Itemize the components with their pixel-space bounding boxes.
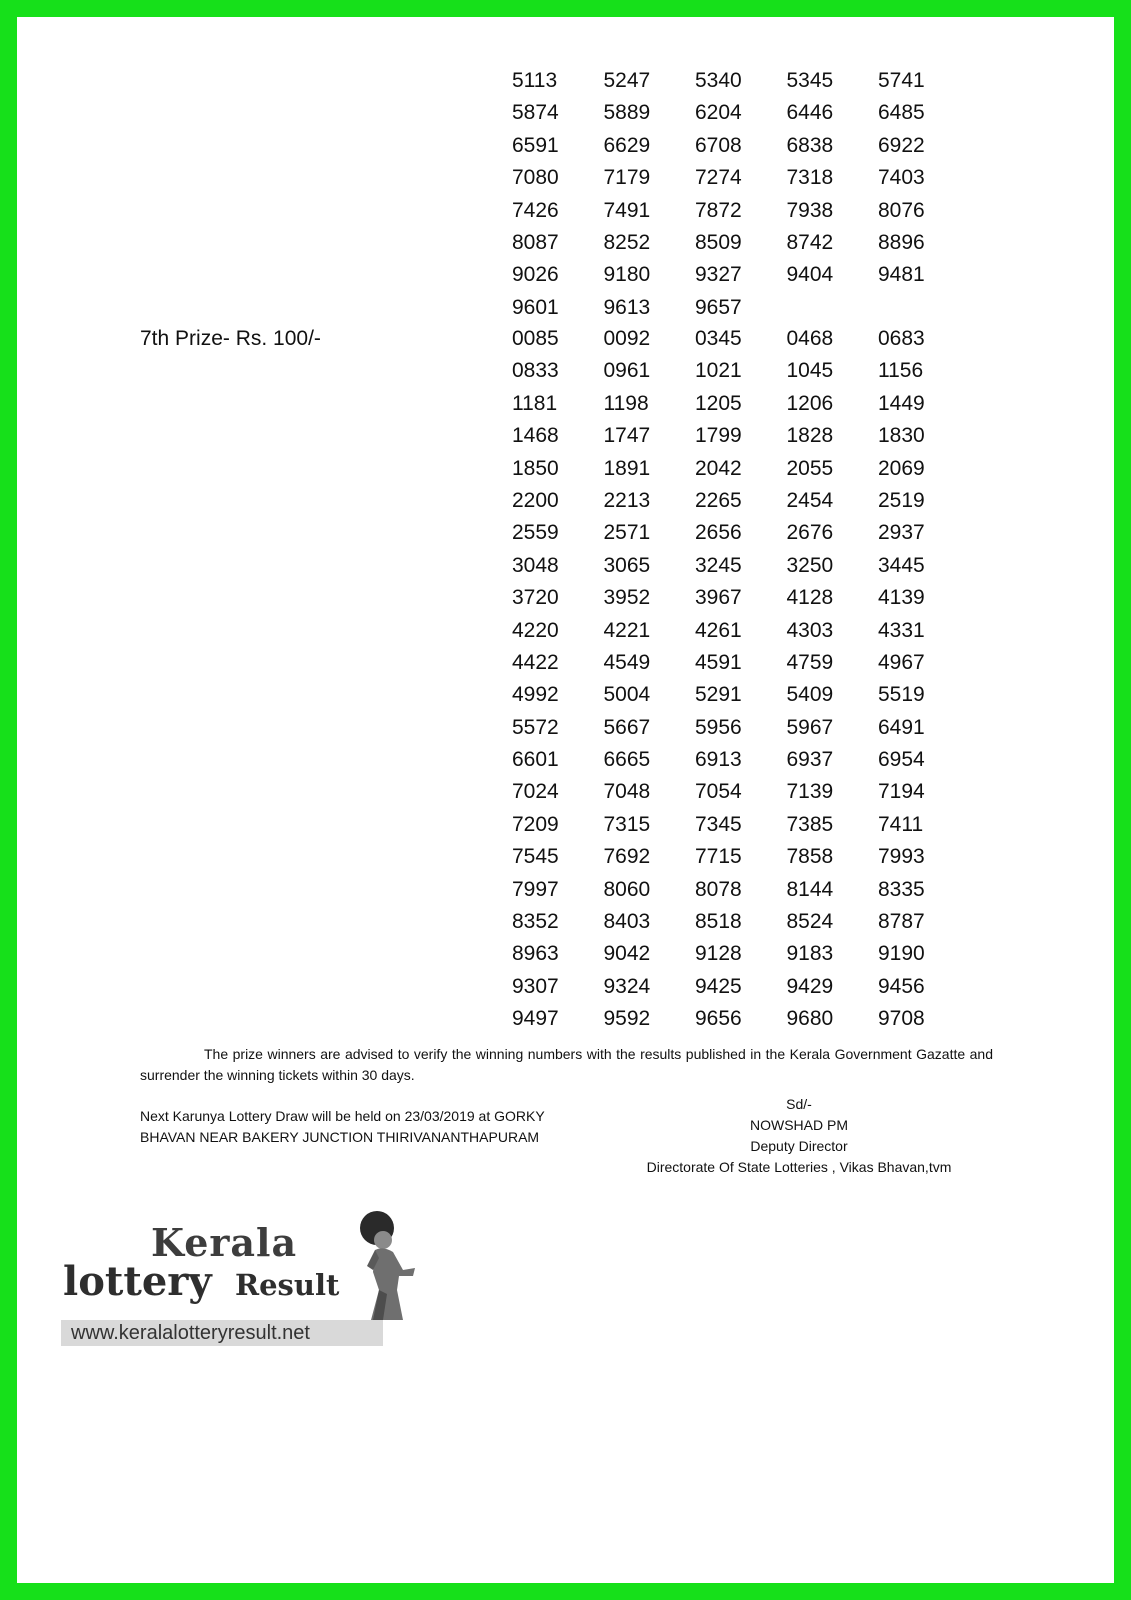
winning-number: 6913 — [695, 748, 742, 772]
winning-number: 2069 — [878, 456, 925, 480]
winning-number: 8087 — [512, 230, 559, 254]
winning-number: 8963 — [512, 942, 559, 966]
winning-number: 1747 — [603, 424, 651, 448]
winning-number: 5519 — [878, 683, 925, 707]
winning-number: 5956 — [695, 715, 742, 739]
winning-number: 7385 — [786, 812, 834, 836]
winning-number: 7315 — [603, 812, 651, 836]
winning-number: 1021 — [695, 359, 742, 383]
winning-number: 5345 — [786, 69, 834, 92]
winning-number: 1205 — [695, 391, 742, 415]
winning-number: 9327 — [695, 263, 742, 287]
signature-block — [629, 1094, 969, 1178]
winning-number: 5967 — [786, 715, 834, 739]
winning-number: 3048 — [512, 553, 559, 577]
winning-number: 7715 — [695, 845, 742, 869]
logo-url-text: www.keralalotteryresult.net — [71, 1322, 310, 1344]
winning-number: 9429 — [786, 974, 834, 998]
winning-number: 1830 — [878, 424, 925, 448]
winning-number: 9042 — [603, 942, 651, 966]
winning-number: 9190 — [878, 942, 925, 966]
winning-number: 7179 — [603, 166, 651, 190]
winning-number: 1850 — [512, 456, 559, 480]
winning-number: 0961 — [603, 359, 651, 383]
winning-number: 2571 — [603, 521, 651, 545]
winning-number: 6954 — [878, 748, 925, 772]
winning-number: 9307 — [512, 974, 559, 998]
winning-number: 4549 — [603, 650, 651, 674]
winning-number: 7997 — [512, 877, 559, 901]
winning-number: 7318 — [786, 166, 834, 190]
winning-number: 7872 — [695, 198, 742, 222]
winning-number: 7426 — [512, 198, 559, 222]
winning-number: 0683 — [878, 327, 925, 350]
winning-number: 5004 — [603, 683, 651, 707]
winning-number: 2559 — [512, 521, 559, 545]
winning-number: 1198 — [603, 391, 649, 415]
winning-number: 4139 — [878, 586, 925, 610]
winning-number: 9601 — [512, 295, 559, 319]
winning-number: 6708 — [695, 133, 742, 157]
winning-number: 6204 — [695, 101, 742, 125]
winning-number: 9613 — [603, 295, 651, 319]
signatory-title: Deputy Director — [750, 1138, 848, 1154]
prize-7-label: 7th Prize- Rs. 100/- — [140, 327, 321, 350]
winning-number: 9708 — [878, 1007, 925, 1031]
winning-number: 1468 — [512, 424, 559, 448]
winning-number: 0092 — [603, 327, 651, 350]
winning-number: 6446 — [786, 101, 834, 125]
winning-number: 1828 — [786, 424, 834, 448]
winning-number: 6838 — [786, 133, 834, 157]
winning-number: 4303 — [786, 618, 834, 642]
winning-number: 2200 — [512, 488, 559, 512]
winning-number: 4422 — [512, 650, 559, 674]
winning-number: 6937 — [786, 748, 834, 772]
winning-number: 8076 — [878, 198, 925, 222]
winning-number: 7545 — [512, 845, 559, 869]
winning-number: 9324 — [603, 974, 651, 998]
winning-number: 7858 — [786, 845, 834, 869]
winning-number: 4967 — [878, 650, 925, 674]
winning-number: 7274 — [695, 166, 742, 190]
winning-number: 8060 — [603, 877, 651, 901]
signatory-name: NOWSHAD PM — [750, 1117, 848, 1133]
winning-number: 8787 — [878, 910, 925, 934]
winning-number: 8509 — [695, 230, 742, 254]
winning-number: 2213 — [603, 488, 651, 512]
winning-number: 5874 — [512, 101, 559, 125]
winning-number: 0468 — [786, 327, 834, 350]
winning-number: 0833 — [512, 359, 559, 383]
winning-number: 2519 — [878, 488, 925, 512]
signatory-office: Directorate Of State Lotteries , Vikas Bhavan,tvm — [646, 1159, 952, 1175]
winning-number: 6601 — [512, 748, 559, 772]
signature-sd: Sd/- — [786, 1096, 812, 1112]
winning-number: 9425 — [695, 974, 742, 998]
next-draw-info — [140, 1106, 595, 1148]
next-draw-line-2: BHAVAN NEAR BAKERY JUNCTION THIRIVANANTHAPURAM — [140, 1129, 540, 1145]
winning-number: 9026 — [512, 263, 559, 287]
winning-number: 8742 — [786, 230, 834, 254]
winning-number: 9592 — [603, 1007, 651, 1031]
winning-number: 8524 — [786, 910, 834, 934]
winning-number: 4128 — [786, 586, 834, 610]
winning-number: 9657 — [695, 295, 742, 319]
winning-number: 7692 — [603, 845, 651, 869]
winning-number: 8252 — [603, 230, 651, 254]
winning-number: 7048 — [603, 780, 651, 804]
winning-number: 5889 — [603, 101, 651, 125]
winning-number: 8518 — [695, 910, 742, 934]
winning-number: 7024 — [512, 780, 559, 804]
winning-number: 0345 — [695, 327, 742, 350]
winning-number: 4591 — [695, 650, 742, 674]
winning-number: 4221 — [603, 618, 651, 642]
winning-number: 2676 — [786, 521, 834, 545]
winning-number: 6491 — [878, 715, 925, 739]
winning-number: 4331 — [878, 618, 925, 642]
winning-number: 0085 — [512, 327, 559, 350]
winning-number: 7411 — [878, 812, 924, 836]
winning-number: 5572 — [512, 715, 559, 739]
winning-number: 9404 — [786, 263, 834, 287]
winning-number: 4759 — [786, 650, 834, 674]
winning-number: 8896 — [878, 230, 925, 254]
winning-number: 8403 — [603, 910, 651, 934]
winning-number: 5247 — [603, 69, 651, 92]
winning-number: 1181 — [512, 391, 558, 415]
winning-number: 3967 — [695, 586, 742, 610]
winning-number: 1449 — [878, 391, 925, 415]
winning-number: 9497 — [512, 1007, 559, 1031]
winning-number: 4261 — [695, 618, 742, 642]
verification-notice: The prize winners are advised to verify the winning numbers with the results published in the Kerala Government Gazatte and surrender the winning tickets within 30 days. — [140, 1046, 993, 1083]
winning-number: 7139 — [786, 780, 834, 804]
logo-url-bar — [61, 1320, 383, 1346]
winning-number: 7993 — [878, 845, 925, 869]
winning-number: 7403 — [878, 166, 925, 190]
winning-number: 8144 — [786, 877, 834, 901]
winning-number: 6485 — [878, 101, 925, 125]
winning-number: 1045 — [786, 359, 834, 383]
winning-number: 2042 — [695, 456, 742, 480]
winning-number: 2656 — [695, 521, 742, 545]
winning-number: 9680 — [786, 1007, 834, 1031]
winning-number: 7938 — [786, 198, 834, 222]
winning-number: 6922 — [878, 133, 925, 157]
winning-number: 1156 — [878, 359, 924, 383]
winning-number: 5340 — [695, 69, 742, 92]
logo-text-lottery: lottery — [63, 1258, 212, 1305]
winning-number: 7080 — [512, 166, 559, 190]
winning-number: 2454 — [786, 488, 834, 512]
winning-number: 9128 — [695, 942, 742, 966]
winning-number: 7054 — [695, 780, 742, 804]
winning-number: 7194 — [878, 780, 925, 804]
winning-number: 1799 — [695, 424, 742, 448]
winning-number: 7491 — [603, 198, 651, 222]
prize-7-number-grid — [512, 323, 970, 1036]
winning-number: 3445 — [878, 553, 925, 577]
winning-number: 1891 — [603, 456, 651, 480]
mascot-figure-icon — [353, 1210, 419, 1325]
winning-number: 1206 — [786, 391, 834, 415]
winning-number: 7209 — [512, 812, 559, 836]
winning-number: 6629 — [603, 133, 651, 157]
logo-text-result: Result — [235, 1268, 340, 1302]
winning-number: 9456 — [878, 974, 925, 998]
winning-number: 3250 — [786, 553, 834, 577]
winning-number: 3245 — [695, 553, 742, 577]
winning-number: 8335 — [878, 877, 925, 901]
winning-number: 2265 — [695, 488, 742, 512]
next-draw-line-1: Next Karunya Lottery Draw will be held on 23/03/2019 at GORKY — [140, 1108, 545, 1124]
winning-number: 6591 — [512, 133, 559, 157]
winning-number: 3952 — [603, 586, 651, 610]
winning-number: 5113 — [512, 69, 558, 92]
winning-number: 9481 — [878, 263, 925, 287]
winning-number: 9183 — [786, 942, 834, 966]
winning-number: 5741 — [878, 69, 925, 92]
winning-number: 2937 — [878, 521, 925, 545]
winning-number: 4992 — [512, 683, 559, 707]
winning-number: 7345 — [695, 812, 742, 836]
winning-number: 5409 — [786, 683, 834, 707]
winning-number: 2055 — [786, 456, 834, 480]
winning-number: 3065 — [603, 553, 651, 577]
result-page — [17, 17, 1114, 1583]
winning-number: 8078 — [695, 877, 742, 901]
winning-number: 5291 — [695, 683, 742, 707]
winning-number: 9180 — [603, 263, 651, 287]
winning-number: 4220 — [512, 618, 559, 642]
kerala-lottery-result-logo — [61, 1210, 431, 1350]
winning-number: 3720 — [512, 586, 559, 610]
logo-text-kerala: Kerala — [151, 1220, 298, 1265]
winning-number: 8352 — [512, 910, 559, 934]
prize-6-number-grid — [512, 65, 970, 324]
winning-number: 9656 — [695, 1007, 742, 1031]
winning-number: 5667 — [603, 715, 651, 739]
winning-number: 6665 — [603, 748, 651, 772]
